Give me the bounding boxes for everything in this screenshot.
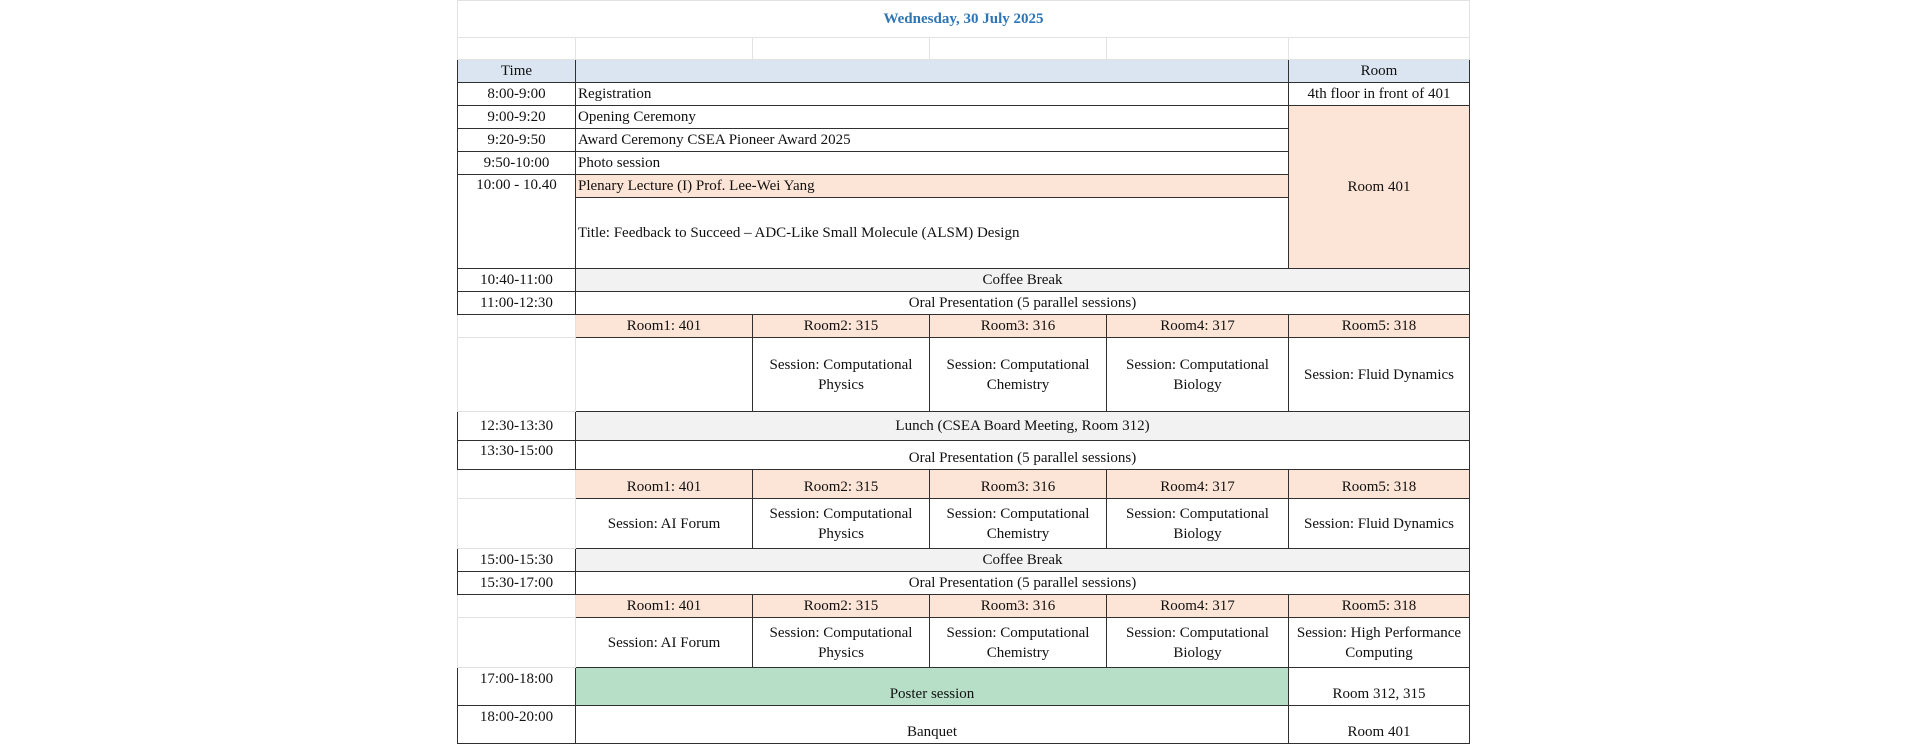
room-label: Room2: 315 [753,595,930,618]
room-label: Room3: 316 [930,315,1107,338]
schedule-table [457,0,1470,744]
plenary-room-cell: Room 401 [1289,106,1470,269]
table-row [458,106,1470,129]
page-title: Wednesday, 30 July 2025 [458,1,1470,38]
table-row [458,549,1470,572]
table-row [458,668,1470,706]
table-row [458,83,1470,106]
event-cell: Photo session [576,152,1289,175]
room-label: Room4: 317 [1107,315,1289,338]
room-cell: Room 312, 315 [1289,668,1470,706]
time-cell: 9:50-10:00 [458,152,576,175]
time-cell: 9:00-9:20 [458,106,576,129]
lunch-cell: Lunch (CSEA Board Meeting, Room 312) [576,412,1470,441]
room-header: Room [1289,60,1470,83]
room-label: Room4: 317 [1107,470,1289,499]
room-label: Room3: 316 [930,595,1107,618]
room-label: Room2: 315 [753,470,930,499]
time-cell: 8:00-9:00 [458,83,576,106]
room-label: Room1: 401 [576,595,753,618]
event-header [576,60,1289,83]
room-label: Room1: 401 [576,315,753,338]
table-row [458,412,1470,441]
session-cell: Session: High Performance Computing [1289,618,1470,668]
event-cell: Opening Ceremony [576,106,1289,129]
room-cell: 4th floor in front of 401 [1289,83,1470,106]
time-cell: 11:00-12:30 [458,292,576,315]
room-label: Room3: 316 [930,470,1107,499]
oral-label-cell: Oral Presentation (5 parallel sessions) [576,572,1470,595]
table-row [458,292,1470,315]
schedule-sheet [457,0,1470,744]
session-cell: Session: Computational Chemistry [930,338,1107,412]
sessions-row [458,499,1470,549]
session-cell: Session: Computational Physics [753,618,930,668]
time-cell: 10:40-11:00 [458,269,576,292]
header-row [458,60,1470,83]
sessions-row [458,618,1470,668]
time-cell: 18:00-20:00 [458,706,576,744]
room-label: Room2: 315 [753,315,930,338]
session-cell: Session: Computational Physics [753,338,930,412]
time-cell: 12:30-13:30 [458,412,576,441]
break-cell: Coffee Break [576,549,1470,572]
oral-label-cell: Oral Presentation (5 parallel sessions) [576,292,1470,315]
poster-cell: Poster session [576,668,1289,706]
rooms-row [458,470,1470,499]
session-cell: Session: Computational Biology [1107,499,1289,549]
oral-label-cell: Oral Presentation (5 parallel sessions) [576,441,1470,470]
table-row [458,706,1470,744]
session-cell: Session: AI Forum [576,499,753,549]
break-cell: Coffee Break [576,269,1470,292]
rooms-row [458,595,1470,618]
banquet-cell: Banquet [576,706,1289,744]
session-cell: Session: Computational Biology [1107,338,1289,412]
plenary-lecture-cell: Plenary Lecture (I) Prof. Lee-Wei Yang [576,175,1289,198]
table-row [458,269,1470,292]
session-cell: Session: AI Forum [576,618,753,668]
time-cell: 17:00-18:00 [458,668,576,706]
room-cell: Room 401 [1289,706,1470,744]
event-cell: Registration [576,83,1289,106]
session-cell: Session: Fluid Dynamics [1289,338,1470,412]
room-label: Room1: 401 [576,470,753,499]
time-cell: 15:00-15:30 [458,549,576,572]
time-cell: 10:00 - 10.40 [458,175,576,269]
spacer-row [458,38,1470,60]
session-cell: Session: Computational Chemistry [930,499,1107,549]
room-label: Room4: 317 [1107,595,1289,618]
rooms-row [458,315,1470,338]
sessions-row [458,338,1470,412]
session-cell: Session: Computational Physics [753,499,930,549]
room-label: Room5: 318 [1289,470,1470,499]
session-cell: Session: Computational Chemistry [930,618,1107,668]
room-label: Room5: 318 [1289,315,1470,338]
time-cell: 15:30-17:00 [458,572,576,595]
plenary-title-cell: Title: Feedback to Succeed – ADC-Like Small Molecule (ALSM) Design [576,198,1289,269]
session-cell [576,338,753,412]
time-cell: 13:30-15:00 [458,441,576,470]
time-header: Time [458,60,576,83]
table-row [458,441,1470,470]
room-label: Room5: 318 [1289,595,1470,618]
session-cell: Session: Computational Biology [1107,618,1289,668]
table-row [458,572,1470,595]
session-cell: Session: Fluid Dynamics [1289,499,1470,549]
time-cell: 9:20-9:50 [458,129,576,152]
event-cell: Award Ceremony CSEA Pioneer Award 2025 [576,129,1289,152]
